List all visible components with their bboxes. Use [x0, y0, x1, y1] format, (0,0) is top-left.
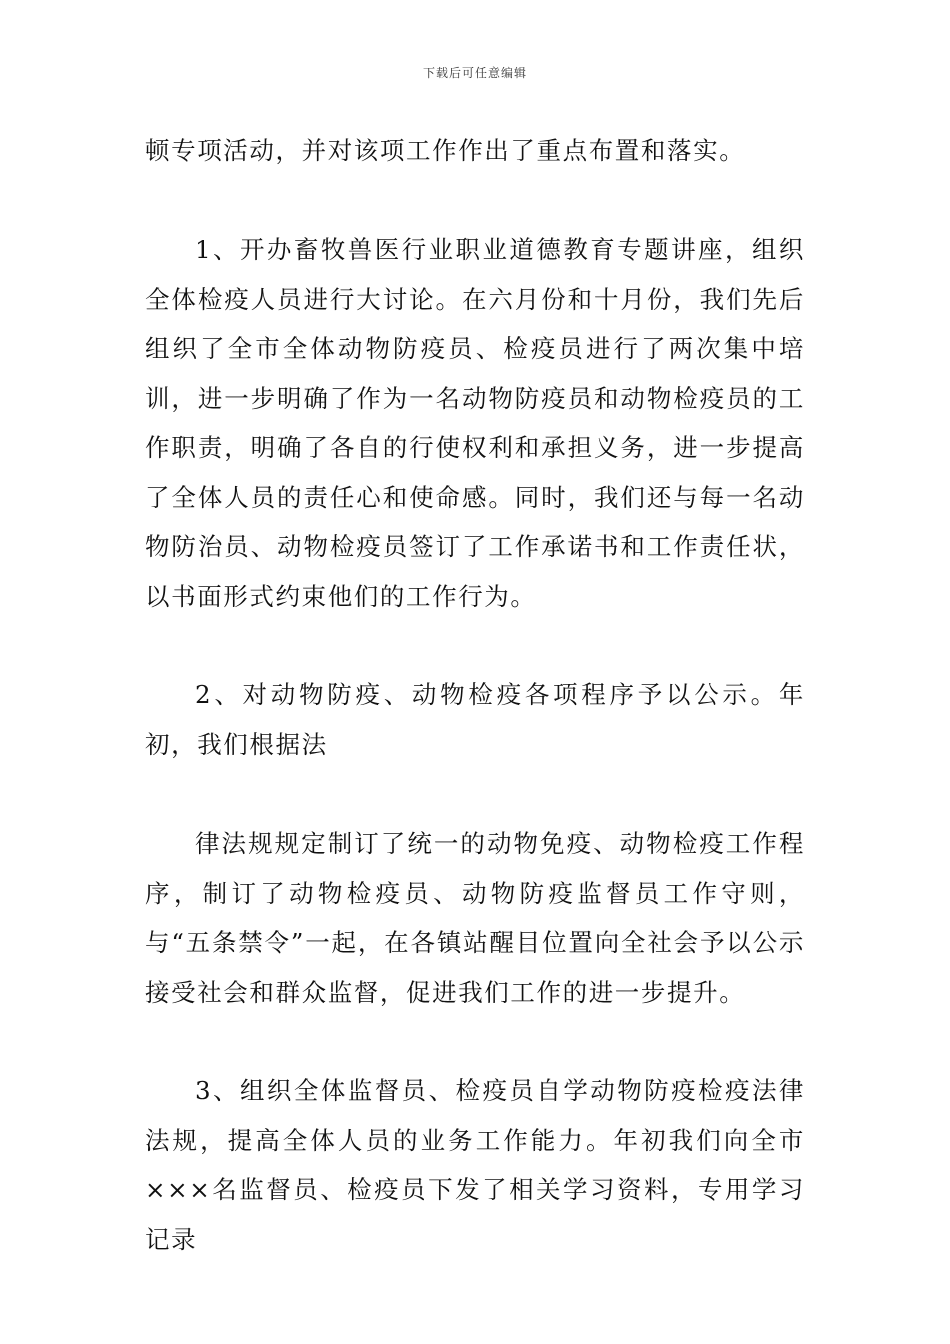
paragraph-item-1: 1、开办畜牧兽医行业职业道德教育专题讲座，组织全体检疫人员进行大讨论。在六月份和十月份，我们先后组织了全市全体动物防疫员、检疫员进行了两次集中培训，进一步明确了作为一名动物防疫员和动物检疫员的工作职责，明确了各自的行使权利和承担义务，进一步提高了全体人员的责任心和使命感。同时，我们还与每一名动物防治员、动物检疫员签订了工作承诺书和工作责任状，以书面形式约束他们的工作行为。 [145, 235, 805, 611]
paragraph-item-2: 2、对动物防疫、动物检疫各项程序予以公示。年初，我们根据法 [145, 680, 805, 759]
paragraph-item-2-continuation: 律法规规定制订了统一的动物免疫、动物检疫工作程序，制订了动物检疫员、动物防疫监督员工作守则，与“五条禁令”一起，在各镇站醒目位置向全社会予以公示接受社会和群众监督，促进我们工作的进一步提升。 [145, 829, 805, 1007]
paragraph-item-3: 3、组织全体监督员、检疫员自学动物防疫检疫法律法规，提高全体人员的业务工作能力。年初我们向全市×××名监督员、检疫员下发了相关学习资料，专用学习记录 [145, 1076, 805, 1254]
paragraph-continuation: 顿专项活动，并对该项工作作出了重点布置和落实。 [145, 136, 746, 165]
page-header: 下载后可任意编辑 [422, 66, 527, 80]
